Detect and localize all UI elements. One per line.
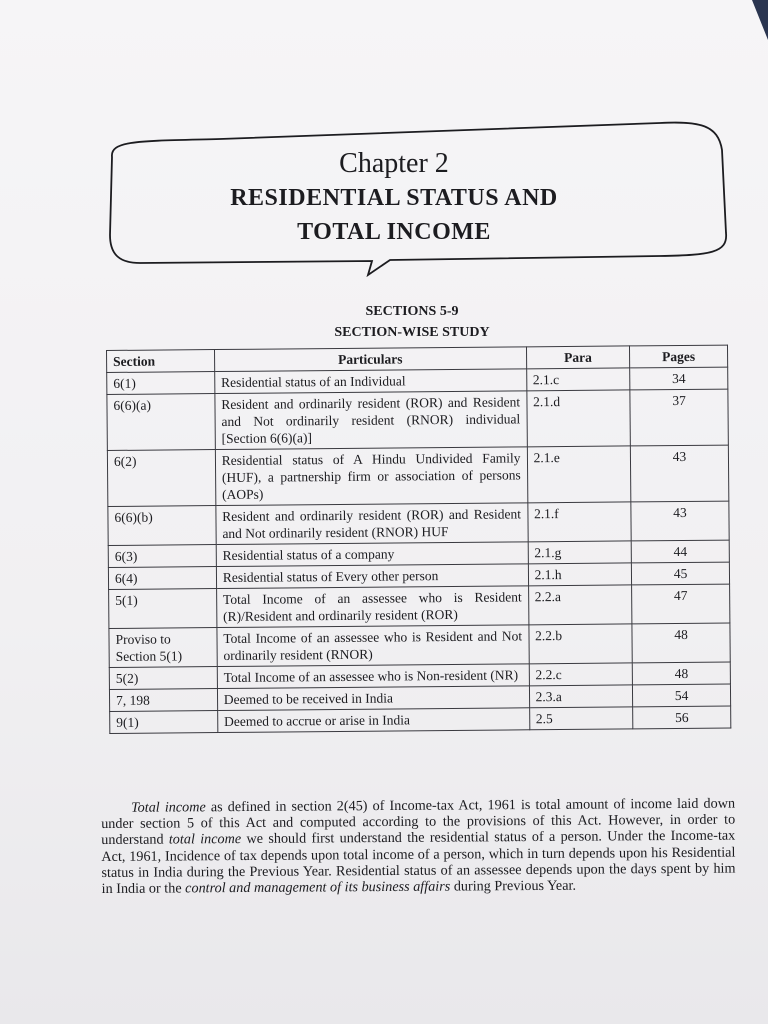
cell-para: 2.2.a — [528, 585, 632, 625]
cell-pages: 54 — [633, 684, 731, 707]
cell-section: 5(1) — [109, 589, 217, 629]
cell-pages: 47 — [632, 584, 730, 624]
cell-section: 6(3) — [108, 545, 216, 568]
cell-pages: 45 — [632, 562, 730, 585]
cell-particulars: Deemed to be received in India — [217, 686, 529, 711]
cell-particulars: Resident and ordinarily resident (ROR) and Resident and Not ordinarily resident (RNOR) HUF — [216, 503, 528, 545]
header-para: Para — [526, 346, 630, 369]
table-row — [108, 501, 729, 545]
cell-pages: 43 — [631, 501, 729, 541]
cell-section: Proviso to Section 5(1) — [109, 628, 217, 668]
cell-para: 2.2.b — [528, 624, 632, 664]
background-corner — [728, 0, 768, 40]
cell-para: 2.2.c — [529, 663, 633, 686]
chapter-number: Chapter 2 — [339, 148, 449, 179]
table-row — [107, 445, 728, 506]
cell-para: 2.1.f — [527, 502, 631, 542]
cell-pages: 48 — [632, 623, 730, 663]
cell-particulars: Residential status of an Individual — [214, 369, 526, 394]
cell-particulars: Residential status of Every other person — [216, 564, 528, 589]
cell-para: 2.1.h — [528, 563, 632, 586]
cell-para: 2.3.a — [529, 685, 633, 708]
intro-text-italic-5: control and management of its business affairs — [185, 878, 451, 897]
cell-para: 2.1.g — [528, 541, 632, 564]
chapter-title-line-2: TOTAL INCOME — [297, 219, 491, 245]
sections-subheading: SECTION-WISE STUDY — [334, 325, 490, 340]
intro-paragraph — [101, 796, 736, 898]
cell-particulars: Total Income of an assessee who is Non-resident (NR) — [217, 664, 529, 689]
table-row — [109, 584, 730, 628]
intro-text-2: as defined in section 2(45) of Income-tax Act, 1961 is total amount of income laid down under section 5 of this Act and computed according to the provisions of this Act. However, in order to understand — [101, 795, 736, 849]
intro-text-italic-1: Total income — [130, 799, 206, 816]
cell-particulars: Resident and ordinarily resident (ROR) and Resident and Not ordinarily resident (RNOR) individual [Section 6(6)(a)] — [215, 391, 527, 450]
header-particulars: Particulars — [214, 347, 526, 372]
intro-text-4: we should first understand the residential status of a person. Under the Income-tax Act, 1961, Incidence of tax depends upon total income of a person, which in turn depends upon his Residential status in India during the Previous Year. Residential status of an assessee depends upon the days spent by him in India or the — [101, 827, 736, 898]
header-section: Section — [107, 350, 215, 373]
table-row — [109, 623, 730, 667]
chapter-title-line-1: RESIDENTIAL STATUS AND — [230, 185, 558, 211]
cell-particulars: Total Income of an assessee who is Resident and Not ordinarily resident (RNOR) — [217, 625, 529, 667]
cell-pages: 48 — [632, 662, 730, 685]
cell-section: 7, 198 — [109, 689, 217, 712]
cell-particulars: Residential status of A Hindu Undivided Family (HUF), a partnership firm or association of persons (AOPs) — [215, 447, 527, 506]
cell-pages: 43 — [630, 445, 728, 502]
table-row — [107, 389, 728, 450]
cell-para: 2.5 — [529, 707, 633, 730]
cell-particulars: Deemed to accrue or arise in India — [217, 708, 529, 733]
cell-para: 2.1.e — [527, 446, 631, 503]
cell-section: 9(1) — [110, 711, 218, 734]
intro-text-italic-3: total income — [168, 831, 242, 848]
cell-section: 6(1) — [107, 372, 215, 395]
cell-particulars: Residential status of a company — [216, 542, 528, 567]
table-row — [110, 706, 731, 733]
chapter-title — [0, 181, 768, 249]
cell-section: 6(6)(a) — [107, 394, 215, 451]
intro-text-6: during Previous Year. — [450, 877, 577, 895]
section-wise-table — [106, 345, 731, 734]
cell-section: 5(2) — [109, 667, 217, 690]
cell-section: 6(6)(b) — [108, 506, 216, 546]
header-pages: Pages — [630, 345, 728, 368]
cell-section: 6(4) — [108, 567, 216, 590]
cell-particulars: Total Income of an assessee who is Resident (R)/Resident and ordinarily resident (ROR) — [216, 586, 528, 628]
cell-pages: 56 — [633, 706, 731, 729]
cell-para: 2.1.c — [526, 368, 630, 391]
sections-heading: SECTIONS 5-9 — [365, 304, 459, 319]
cell-section: 6(2) — [107, 450, 215, 507]
cell-pages: 34 — [630, 367, 728, 390]
cell-pages: 44 — [631, 540, 729, 563]
cell-para: 2.1.d — [526, 390, 630, 447]
cell-pages: 37 — [630, 389, 728, 446]
